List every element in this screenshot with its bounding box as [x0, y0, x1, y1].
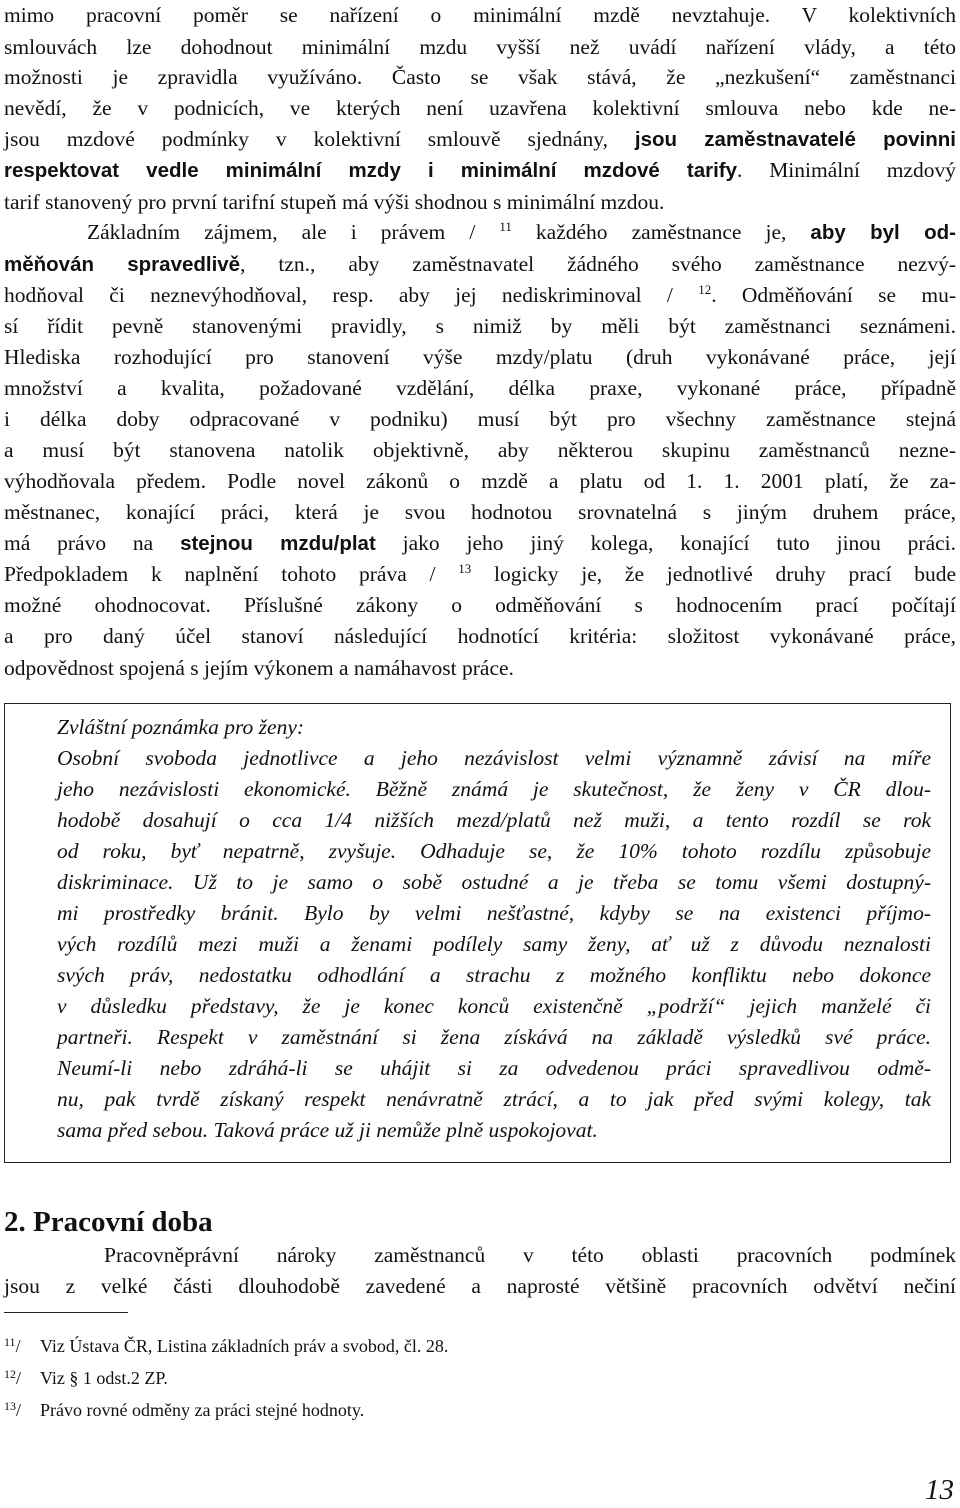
text-span: každého zaměstnance je,: [511, 220, 811, 244]
note-line: Neumí-li nebo zdráhá-li se uhájit si za odvedenou práci spravedlivou odmě-: [57, 1056, 931, 1080]
text-span: městnanec, konající práci, která je svou hodnotou srovnatelná s jiným druhem práce,: [4, 500, 956, 524]
note-line: hodobě dosahují o cca 1/4 nižších mezd/platů než muži, a tento rozdíl se rok: [57, 808, 931, 832]
footnote-number: 11: [4, 1335, 16, 1349]
body-line: [4, 124, 956, 155]
text-span: Základním zájmem, ale i právem /: [87, 220, 500, 244]
note-line: od roku, byť nepatrně, zvyšuje. Odhaduje se, že 10% tohoto rozdílu způsobuje: [57, 839, 931, 863]
footnote: [4, 1366, 168, 1390]
body-line: [4, 249, 956, 280]
text-span: má právo na: [4, 531, 181, 555]
footnote-ref: 11: [499, 219, 512, 234]
text-span: odpovědnost spojená s jejím výkonem a namáhavost práce.: [4, 656, 514, 680]
text-span: a musí být stanovena natolik objektivně, aby některou skupinu zaměstnanců nezne-: [4, 438, 956, 462]
body-line: [4, 653, 956, 683]
text-span: množství a kvalita, požadované vzdělání, délka praxe, vykonané práce, případně: [4, 376, 956, 400]
text-span: i délka doby odpracované v podniku) musí být pro všechny zaměstnance stejná: [4, 407, 956, 431]
body-line: [4, 435, 956, 465]
body-line: [4, 93, 956, 123]
note-line: v důsledku představy, že je konec konců existenčně „podrží“ jejich manželé či: [57, 994, 931, 1018]
note-line: sama před sebou. Taková práce už ji nemůže plně uspokojovat.: [57, 1118, 598, 1142]
body-line: [4, 590, 956, 620]
footnote-separator: /: [16, 1400, 22, 1420]
note-line: svých práv, nedostatku odhodlání a strachu z možného konfliktu nebo dokonce: [57, 963, 931, 987]
body-line: [4, 280, 956, 310]
body-line: [4, 155, 956, 186]
text-span: smlouvách lze dohodnout minimální mzdu vyšší než uvádí nařízení vlády, a této: [4, 35, 956, 59]
emphasis-text: aby byl od-: [810, 221, 956, 244]
footnote-number: 13: [4, 1399, 16, 1413]
body-line: [4, 497, 956, 527]
body-line: [4, 342, 956, 372]
section-paragraph-line: jsou z velké části dlouhodobě zavedené a naprosté většině pracovních odvětví nečiní: [4, 1274, 956, 1298]
footnote: [4, 1398, 365, 1422]
note-line: nu, pak tvrdě získaný respekt nenávratně ztrácí, a to jak před svými kolegy, tak: [57, 1087, 931, 1111]
note-box: [4, 703, 951, 1163]
text-span: Předpokladem k naplnění tohoto práva /: [4, 562, 459, 586]
text-span: tarif stanovený pro první tarifní stupeň má výši shodnou s minimální mzdou.: [4, 190, 665, 214]
note-line: Osobní svoboda jednotlivce a jeho nezávislost velmi významně závisí na míře: [57, 746, 931, 770]
footnote-separator: /: [15, 1336, 21, 1356]
emphasis-text: měňován spravedlivě: [4, 253, 241, 276]
footnote-text: Viz Ústava ČR, Listina základních práv a svobod, čl. 28.: [40, 1336, 449, 1356]
text-span: jsou mzdové podmínky v kolektivní smlouvě sjednány,: [4, 127, 635, 151]
note-line: mi prostředky bránit. Bylo by velmi nešťastné, kdyby se na existenci příjmo-: [57, 901, 931, 925]
footnote-text: Právo rovné odměny za práci stejné hodnoty.: [40, 1400, 365, 1420]
footnote-separator: /: [16, 1368, 22, 1388]
emphasis-text: stejnou mzdu/plat: [180, 532, 376, 555]
emphasis-text: respektovat vedle minimální mzdy i minimální mzdové tarify: [4, 159, 738, 182]
body-line: [4, 404, 956, 434]
text-span: a pro daný účel stanoví následující hodnotící kritéria: složitost vykonávané práce,: [4, 624, 956, 648]
body-line: [4, 621, 956, 651]
footnote-divider: [4, 1312, 128, 1313]
note-line: partneři. Respekt v zaměstnání si žena získává na základě výsledků své práce.: [57, 1025, 931, 1049]
text-span: Hlediska rozhodující pro stanovení výše mzdy/platu (druh vykonávané práce, její: [4, 345, 956, 369]
text-span: sí řídit pevně stanovenými pravidly, s nimiž by měli být zaměstnanci seznámeni.: [4, 314, 956, 338]
footnote-number: 12: [4, 1367, 16, 1381]
body-line: [4, 62, 956, 92]
text-span: nevědí, že v podnicích, ve kterých není uzavřena kolektivní smlouva nebo kde ne-: [4, 96, 956, 120]
footnote-ref: 12: [698, 282, 712, 297]
text-span: , tzn., aby zaměstnavatel žádného svého zaměstnance nezvý-: [240, 252, 957, 276]
note-title: Zvláštní poznámka pro ženy:: [57, 715, 305, 739]
text-span: logicky je, že jednotlivé druhy prací bude: [471, 562, 956, 586]
footnote-text: Viz § 1 odst.2 ZP.: [40, 1368, 168, 1388]
body-line: [4, 559, 956, 589]
note-line: jeho nezávislosti ekonomické. Běžně známá je skutečnost, že ženy v ČR dlou-: [57, 777, 931, 801]
section-paragraph-line: Pracovněprávní nároky zaměstnanců v této oblasti pracovních podmínek: [104, 1243, 956, 1267]
text-span: . Odměňování se mu-: [711, 283, 956, 307]
body-line: [4, 32, 956, 62]
text-span: hodňoval či neznevýhodňoval, resp. aby jej nediskriminoval /: [4, 283, 699, 307]
note-line: diskriminace. Už to je samo o sobě ostudné a je třeba se tomu všemi dostupný-: [57, 870, 931, 894]
text-span: výhodňovala předem. Podle novel zákonů o mzdě a platu od 1. 1. 2001 platí, že za-: [4, 469, 956, 493]
body-line: [4, 373, 956, 403]
body-line: [4, 311, 956, 341]
body-line: [4, 528, 956, 559]
body-line: [4, 466, 956, 496]
text-span: mimo pracovní poměr se nařízení o minimální mzdě nevztahuje. V kolektivních: [4, 3, 956, 27]
section-heading: 2. Pracovní doba: [4, 1206, 213, 1238]
body-line: [87, 217, 956, 248]
note-line: vých rozdílů mezi muži a ženami podílely samy ženy, ať už z důvodu neznalosti: [57, 932, 931, 956]
footnote: [4, 1334, 449, 1358]
text-span: . Minimální mzdový: [737, 158, 956, 182]
text-span: možné ohodnocovat. Příslušné zákony o odměňování s hodnocením prací počítají: [4, 593, 956, 617]
text-span: možnosti je zpravidla využíváno. Často se však stává, že „nezkušení“ zaměstnanci: [4, 65, 956, 89]
footnote-ref: 13: [458, 561, 472, 576]
page-number: 13: [925, 1474, 954, 1506]
body-line: [4, 187, 956, 217]
text-span: jako jeho jiný kolega, konající tuto jinou práci.: [375, 531, 957, 555]
body-line: [4, 0, 956, 30]
emphasis-text: jsou zaměstnavatelé povinni: [634, 128, 956, 151]
